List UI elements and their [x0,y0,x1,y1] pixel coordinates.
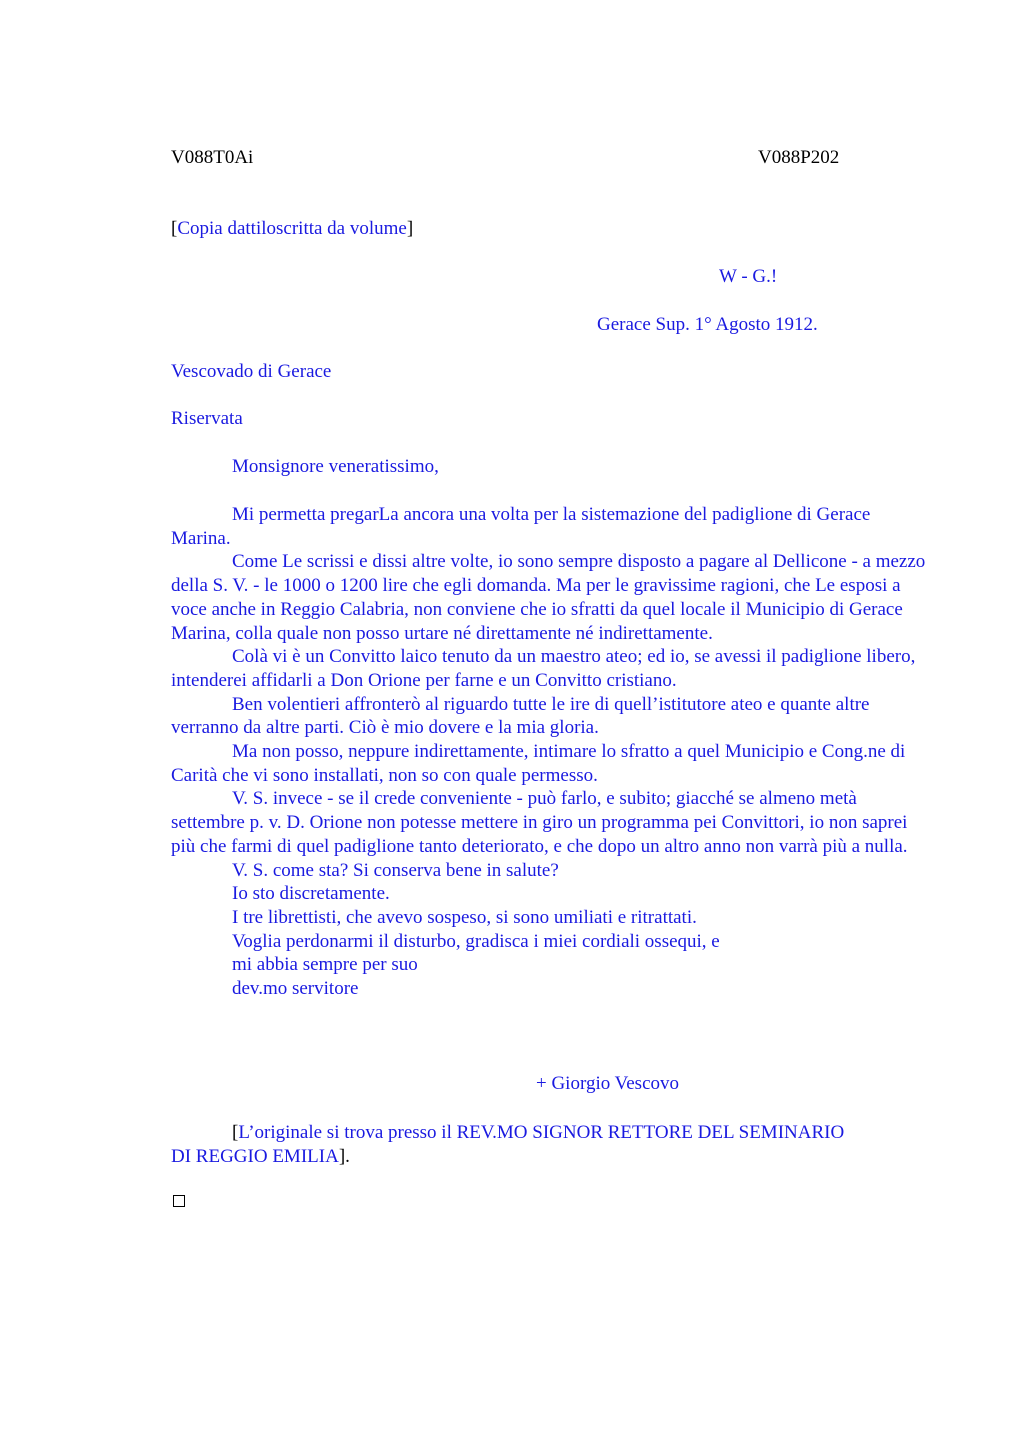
bottom-note-close-bracket: ]. [338,1146,350,1167]
sender: Vescovado di Gerace [171,361,332,382]
header-right-code: V088P202 [758,147,840,168]
paragraph: Colà vi è un Convitto laico tenuto da un maestro ateo; ed io, se avessi il padiglione libero, intenderei affidarli a Don Orione per farne e un Convitto cristiano. [171,646,916,691]
paragraph: I tre librettisti, che avevo sospeso, si sono umiliati e ritrattati. [232,906,697,928]
bottom-note-line1: L’originale si trova presso il REV.MO SIGNOR RETTORE DEL SEMINARIO [238,1122,845,1143]
signature: + Giorgio Vescovo [536,1073,680,1094]
paragraph: Ben volentieri affronterò al riguardo tutte le ire di quell’istitutore ateo e quante altre verranno da altre parti. Ciò è mio dovere e la mia gloria. [171,693,870,739]
paragraph: Mi permetta pregarLa ancora una volta per la sistemazione del padiglione di Gerace Marina. [171,504,871,549]
bottom-note-open-bracket: [ [232,1122,239,1143]
paragraph: V. S. invece - se il crede conveniente - può farlo, e subito; giacché se almeno metà settembre p. v. D. Orione non potesse mettere in giro un programma pei Convittori, io non saprei più che farmi di quel padiglione tanto deteriorato, e che dopo un altro anno non varrà più a nulla. [171,788,908,857]
paragraph: mi abbia sempre per suo [232,954,418,976]
paragraph: Come Le scrissi e dissi altre volte, io sono sempre disposto a pagare al Dellicone - a mezzo della S. V. - le 1000 o 1200 lire che egli domanda. Ma per le gravissime ragioni, che Le esposi a voce anche in Reggio Calabria, non conviene che io sfratti da quel locale il Municipio di Gerace Marina, colla quale non posso urtare né direttamente né indirettamente. [171,551,926,644]
end-marker-square [173,1195,185,1207]
top-note-text: Copia dattiloscritta da volume [177,218,407,239]
salutation: Monsignore veneratissimo, [232,456,439,477]
letter-body [171,503,931,1001]
paragraph: dev.mo servitore [232,978,359,1000]
bottom-note [232,1121,932,1145]
paragraph: Voglia perdonarmi il disturbo, gradisca i miei cordiali ossequi, e [232,930,720,952]
bottom-note-line2: DI REGGIO EMILIA [171,1146,339,1167]
paragraph: Ma non posso, neppure indirettamente, intimare lo sfratto a quel Municipio e Cong.ne di Carità che vi sono installati, non so con quale permesso. [171,741,906,786]
header-left-code: V088T0Ai [171,147,254,168]
invocation: W - G.! [719,266,778,287]
top-note-close-bracket: ] [406,218,414,239]
confidential-label: Riservata [171,408,243,429]
top-note [171,217,413,241]
paragraph: V. S. come sta? Si conserva bene in salute? [232,859,559,881]
place-date: Gerace Sup. 1° Agosto 1912. [597,314,818,335]
top-note-open-bracket: [ [171,218,178,239]
paragraph: Io sto discretamente. [232,883,390,905]
bottom-note-continuation [171,1145,350,1169]
